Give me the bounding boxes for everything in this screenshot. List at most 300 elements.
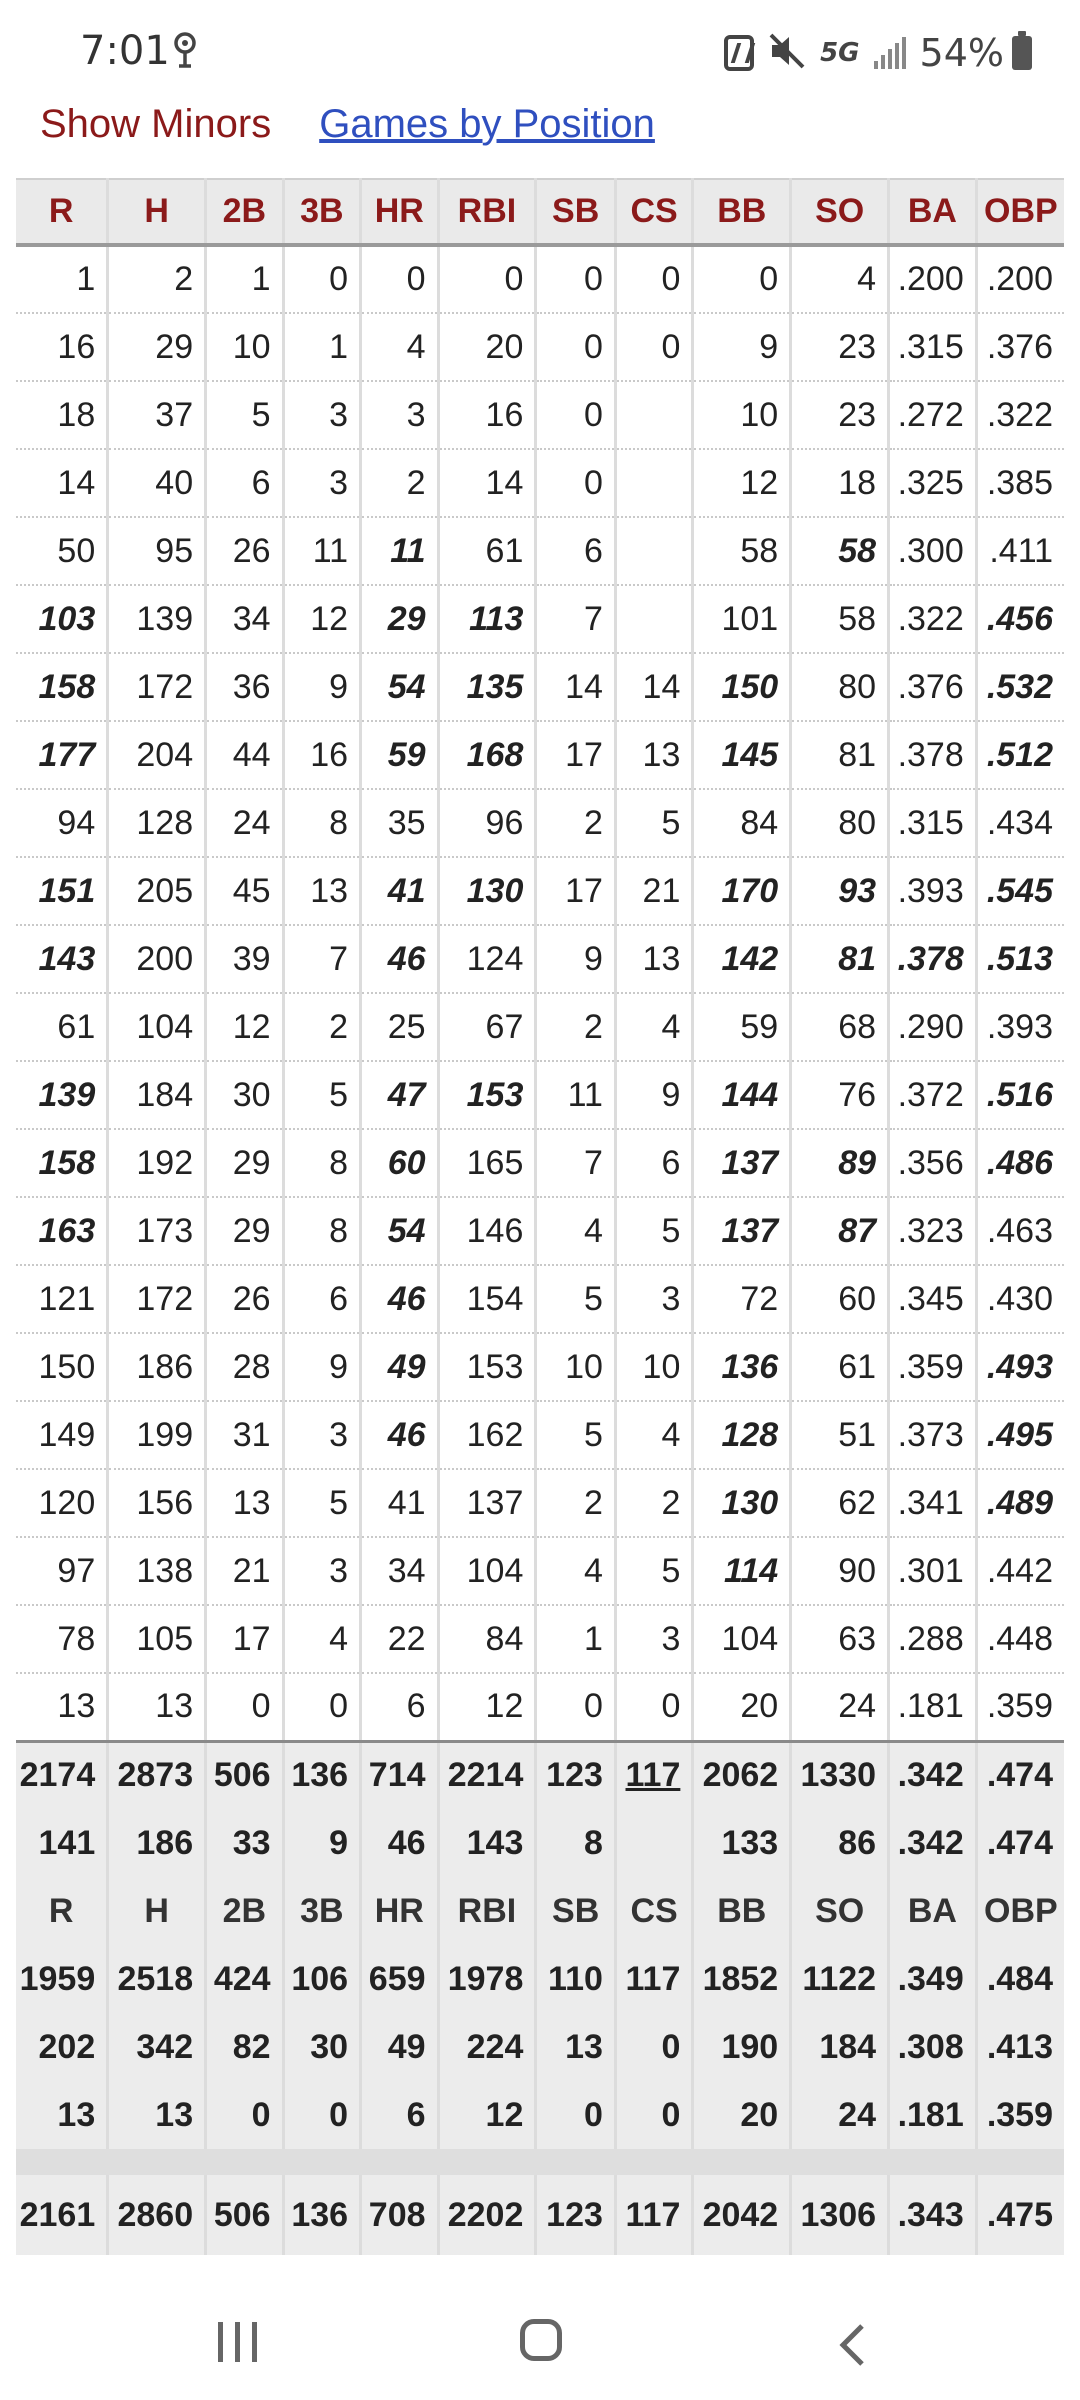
stat-cell-bb: 190 (693, 2013, 791, 2081)
stat-cell-3b: 12 (283, 585, 360, 653)
stat-cell-bb: 130 (693, 1469, 791, 1537)
stat-cell-ba: .359 (889, 1333, 977, 1401)
stat-cell-3b: 106 (283, 1945, 360, 2013)
stat-cell-hr: 714 (361, 1741, 438, 1809)
stat-cell-so: 89 (791, 1129, 889, 1197)
stat-cell-sb: 17 (536, 721, 616, 789)
column-header-ba: BA (889, 179, 977, 245)
status-time: 7:01 (80, 28, 170, 74)
5g-icon: 5G (820, 38, 860, 68)
column-header-row (16, 179, 1064, 245)
table-row (16, 1061, 1064, 1129)
stat-cell-r: 94 (16, 789, 108, 857)
stat-cell-3b: 3 (283, 1537, 360, 1605)
stat-cell-h: 2518 (108, 1945, 206, 2013)
stat-cell-h: 156 (108, 1469, 206, 1537)
stat-cell-rbi: 14 (438, 449, 536, 517)
stat-cell-h: 40 (108, 449, 206, 517)
stat-cell-cs: 3 (615, 1265, 692, 1333)
stat-cell-sb: 0 (536, 313, 616, 381)
stat-cell-ba: .372 (889, 1061, 977, 1129)
stat-cell-2b: 13 (206, 1469, 283, 1537)
stat-cell-3b: 6 (283, 1265, 360, 1333)
stat-cell-r: 13 (16, 2081, 108, 2149)
stat-cell-2b: 31 (206, 1401, 283, 1469)
stat-cell-bb: 84 (693, 789, 791, 857)
stat-cell-2b: 506 (206, 2175, 283, 2255)
stat-cell-h: 342 (108, 2013, 206, 2081)
stat-cell-h: 192 (108, 1129, 206, 1197)
stat-cell-obp: .456 (976, 585, 1064, 653)
stat-cell-obp: .434 (976, 789, 1064, 857)
table-row (16, 1673, 1064, 1741)
stat-cell-2b: 21 (206, 1537, 283, 1605)
stat-cell-so: 18 (791, 449, 889, 517)
stat-cell-obp: .359 (976, 2081, 1064, 2149)
stat-cell-ba: .376 (889, 653, 977, 721)
stat-cell-2b: 39 (206, 925, 283, 993)
stat-cell-cs (615, 1741, 692, 1809)
stat-cell-cs: 13 (615, 721, 692, 789)
stat-cell-sb: 2 (536, 789, 616, 857)
stat-cell-3b: 0 (283, 2081, 360, 2149)
subheader-r: R (16, 1877, 108, 1945)
subheader-sb: SB (536, 1877, 616, 1945)
stat-cell-rbi: 168 (438, 721, 536, 789)
stat-cell-2b: 12 (206, 993, 283, 1061)
stat-cell-cs: 4 (615, 993, 692, 1061)
stat-cell-hr: 35 (361, 789, 438, 857)
stat-cell-3b: 0 (283, 1673, 360, 1741)
stat-cell-so: 63 (791, 1605, 889, 1673)
stat-cell-hr: 54 (361, 653, 438, 721)
season-rows (16, 245, 1064, 1741)
stat-cell-h: 138 (108, 1537, 206, 1605)
stat-cell-obp: .475 (976, 2175, 1064, 2255)
stat-cell-sb: 8 (536, 1809, 616, 1877)
stat-cell-obp: .200 (976, 245, 1064, 313)
stat-cell-bb: 170 (693, 857, 791, 925)
stat-cell-rbi: 153 (438, 1333, 536, 1401)
stat-cell-cs: 9 (615, 1061, 692, 1129)
stat-cell-ba: .393 (889, 857, 977, 925)
stat-cell-rbi: 1978 (438, 1945, 536, 2013)
stat-cell-h: 128 (108, 789, 206, 857)
stat-cell-cs: 4 (615, 1401, 692, 1469)
stat-cell-sb: 2 (536, 993, 616, 1061)
table-row (16, 245, 1064, 313)
table-row (16, 313, 1064, 381)
stat-cell-r: 202 (16, 2013, 108, 2081)
stat-cell-sb: 13 (536, 2013, 616, 2081)
stat-cell-rbi: 143 (438, 1809, 536, 1877)
games-by-position-link[interactable]: Games by Position (319, 101, 655, 146)
stat-cell-obp: .442 (976, 1537, 1064, 1605)
stat-cell-obp: .474 (976, 1809, 1064, 1877)
stat-cell-ba: .373 (889, 1401, 977, 1469)
table-row (16, 1605, 1064, 1673)
table-row (16, 1401, 1064, 1469)
stat-cell-hr: 22 (361, 1605, 438, 1673)
stat-cell-h: 37 (108, 381, 206, 449)
stat-cell-hr: 46 (361, 1401, 438, 1469)
stat-cell-so: 81 (791, 721, 889, 789)
stat-cell-h: 139 (108, 585, 206, 653)
stat-cell-hr: 0 (361, 245, 438, 313)
stat-cell-h: 205 (108, 857, 206, 925)
stat-cell-r: 163 (16, 1197, 108, 1265)
subheader-so: SO (791, 1877, 889, 1945)
stat-cell-2b: 36 (206, 653, 283, 721)
status-icons (724, 26, 1032, 80)
stat-cell-3b: 11 (283, 517, 360, 585)
subheader-bb: BB (693, 1877, 791, 1945)
stat-cell-cs: 10 (615, 1333, 692, 1401)
stat-cell-so: 51 (791, 1401, 889, 1469)
subheader-ba: BA (889, 1877, 977, 1945)
stat-cell-sb: 0 (536, 381, 616, 449)
stat-cell-cs: 21 (615, 857, 692, 925)
stat-cell-2b: 17 (206, 1605, 283, 1673)
stat-cell-ba: .200 (889, 245, 977, 313)
stat-cell-bb: 136 (693, 1333, 791, 1401)
stat-cell-bb: 128 (693, 1401, 791, 1469)
stat-cell-r: 151 (16, 857, 108, 925)
stat-cell-2b: 6 (206, 449, 283, 517)
table-row (16, 653, 1064, 721)
subheader-obp: OBP (976, 1877, 1064, 1945)
stat-cell-sb: 4 (536, 1537, 616, 1605)
stat-cell-hr: 25 (361, 993, 438, 1061)
stat-cell-ba: .181 (889, 2081, 977, 2149)
stat-cell-h: 186 (108, 1333, 206, 1401)
stat-cell-2b: 1 (206, 245, 283, 313)
stat-cell-3b: 3 (283, 1401, 360, 1469)
subheader-hr: HR (361, 1877, 438, 1945)
stat-cell-h: 186 (108, 1809, 206, 1877)
battery-icon (1012, 36, 1032, 70)
stat-cell-obp: .513 (976, 925, 1064, 993)
stat-cell-hr: 47 (361, 1061, 438, 1129)
stat-cell-3b: 3 (283, 381, 360, 449)
stat-cell-3b: 9 (283, 1809, 360, 1877)
stat-cell-3b: 16 (283, 721, 360, 789)
stat-cell-bb: 144 (693, 1061, 791, 1129)
stat-cell-so: 184 (791, 2013, 889, 2081)
stat-cell-rbi: 146 (438, 1197, 536, 1265)
stat-cell-hr: 6 (361, 2081, 438, 2149)
separator-row (16, 2149, 1064, 2175)
stat-cell-rbi: 0 (438, 245, 536, 313)
table-row (16, 381, 1064, 449)
table-options (40, 92, 655, 156)
stat-cell-so: 68 (791, 993, 889, 1061)
stat-cell-ba: .342 (889, 1809, 977, 1877)
recent-apps-icon[interactable] (218, 2322, 257, 2362)
stat-cell-obp: .322 (976, 381, 1064, 449)
stat-cell-h: 29 (108, 313, 206, 381)
stat-cell-cs: 5 (615, 789, 692, 857)
stat-cell-rbi: 2202 (438, 2175, 536, 2255)
stat-cell-rbi: 84 (438, 1605, 536, 1673)
stat-cell-sb: 10 (536, 1333, 616, 1401)
stat-cell-h: 172 (108, 1265, 206, 1333)
stat-cell-sb: 14 (536, 653, 616, 721)
stat-cell-cs: 0 (615, 313, 692, 381)
stat-cell-r: 1 (16, 245, 108, 313)
stat-cell-bb: 12 (693, 449, 791, 517)
leader-link[interactable]: 117 (625, 1756, 681, 1795)
stat-cell-3b: 0 (283, 245, 360, 313)
stat-cell-so: 80 (791, 789, 889, 857)
stat-cell-h: 172 (108, 653, 206, 721)
stat-cell-so: 4 (791, 245, 889, 313)
stat-cell-r: 149 (16, 1401, 108, 1469)
stat-cell-rbi: 153 (438, 1061, 536, 1129)
stat-cell-so: 23 (791, 313, 889, 381)
stat-cell-h: 13 (108, 2081, 206, 2149)
stat-cell-2b: 424 (206, 1945, 283, 2013)
stat-cell-obp: .545 (976, 857, 1064, 925)
subheader-cs: CS (615, 1877, 692, 1945)
back-icon[interactable] (838, 2323, 866, 2372)
stat-cell-h: 173 (108, 1197, 206, 1265)
stat-cell-obp: .393 (976, 993, 1064, 1061)
column-header-hr: HR (361, 179, 438, 245)
stat-cell-r: 14 (16, 449, 108, 517)
stat-cell-hr: 11 (361, 517, 438, 585)
stat-cell-obp: .376 (976, 313, 1064, 381)
stat-cell-obp: .413 (976, 2013, 1064, 2081)
table-row (16, 517, 1064, 585)
column-header-r: R (16, 179, 108, 245)
stat-cell-rbi: 154 (438, 1265, 536, 1333)
stat-cell-so: 1122 (791, 1945, 889, 2013)
team-total-row (16, 2081, 1064, 2149)
stat-cell-3b: 8 (283, 1197, 360, 1265)
stat-cell-2b: 0 (206, 1673, 283, 1741)
stat-cell-bb: 0 (693, 245, 791, 313)
stat-cell-obp: .512 (976, 721, 1064, 789)
stat-cell-bb: 133 (693, 1809, 791, 1877)
stat-cell-2b: 30 (206, 1061, 283, 1129)
stat-cell-rbi: 135 (438, 653, 536, 721)
stat-cell-r: 139 (16, 1061, 108, 1129)
stat-cell-bb: 72 (693, 1265, 791, 1333)
stat-cell-rbi: 20 (438, 313, 536, 381)
stat-cell-3b: 30 (283, 2013, 360, 2081)
stat-cell-h: 95 (108, 517, 206, 585)
location-icon (172, 30, 198, 74)
column-header-cs: CS (615, 179, 692, 245)
stat-cell-cs: 3 (615, 1605, 692, 1673)
stat-cell-ba: .343 (889, 2175, 977, 2255)
stat-cell-hr: 41 (361, 857, 438, 925)
stat-cell-h: 2 (108, 245, 206, 313)
stat-cell-cs: 0 (615, 2013, 692, 2081)
stat-cell-ba: .356 (889, 1129, 977, 1197)
table-row (16, 993, 1064, 1061)
stat-cell-sb: 17 (536, 857, 616, 925)
stat-cell-rbi: 124 (438, 925, 536, 993)
stat-cell-2b: 5 (206, 381, 283, 449)
stat-cell-bb: 142 (693, 925, 791, 993)
stat-cell-2b: 506 (206, 1741, 283, 1809)
stat-cell-ba: .342 (889, 1741, 977, 1809)
stat-cell-r: 61 (16, 993, 108, 1061)
batting-stats-table (16, 178, 1064, 2255)
stat-cell-bb: 145 (693, 721, 791, 789)
stat-cell-sb: 11 (536, 1061, 616, 1129)
stat-cell-bb: 2042 (693, 2175, 791, 2255)
stat-cell-ba: .288 (889, 1605, 977, 1673)
table-row (16, 1537, 1064, 1605)
stat-cell-ba: .349 (889, 1945, 977, 2013)
stat-cell-3b: 8 (283, 789, 360, 857)
subheader-rbi: RBI (438, 1877, 536, 1945)
stat-cell-sb: 2 (536, 1469, 616, 1537)
stat-cell-rbi: 162 (438, 1401, 536, 1469)
mute-icon (768, 32, 806, 74)
table-row (16, 1265, 1064, 1333)
stat-cell-r: 143 (16, 925, 108, 993)
stat-cell-cs: 6 (615, 1129, 692, 1197)
stat-cell-bb: 101 (693, 585, 791, 653)
stat-cell-3b: 9 (283, 1333, 360, 1401)
stat-cell-so: 24 (791, 1673, 889, 1741)
table-row (16, 1469, 1064, 1537)
table-row (16, 1197, 1064, 1265)
stat-cell-bb: 114 (693, 1537, 791, 1605)
stat-cell-hr: 60 (361, 1129, 438, 1197)
stat-cell-hr: 41 (361, 1469, 438, 1537)
stat-cell-so: 90 (791, 1537, 889, 1605)
stat-cell-so: 86 (791, 1809, 889, 1877)
stat-cell-2b: 0 (206, 2081, 283, 2149)
stat-cell-bb: 137 (693, 1129, 791, 1197)
stat-cell-so: 93 (791, 857, 889, 925)
stat-cell-r: 158 (16, 1129, 108, 1197)
stat-cell-obp: .516 (976, 1061, 1064, 1129)
stat-cell-obp: .448 (976, 1605, 1064, 1673)
stat-cell-r: 150 (16, 1333, 108, 1401)
subheader-row (16, 1877, 1064, 1945)
table-row (16, 449, 1064, 517)
stat-cell-r: 103 (16, 585, 108, 653)
stat-cell-3b: 9 (283, 653, 360, 721)
signal-icon (874, 37, 906, 69)
stat-cell-2b: 44 (206, 721, 283, 789)
stat-cell-2b: 82 (206, 2013, 283, 2081)
stat-cell-obp: .489 (976, 1469, 1064, 1537)
stat-cell-bb: 1852 (693, 1945, 791, 2013)
column-header-so: SO (791, 179, 889, 245)
stat-cell-r: 16 (16, 313, 108, 381)
stat-cell-sb: 123 (536, 2175, 616, 2255)
column-header-bb: BB (693, 179, 791, 245)
stat-cell-bb: 58 (693, 517, 791, 585)
stat-cell-so: 80 (791, 653, 889, 721)
stat-cell-r: 177 (16, 721, 108, 789)
stat-cell-cs: 13 (615, 925, 692, 993)
stat-cell-sb: 0 (536, 1673, 616, 1741)
career-total-row (16, 1741, 1064, 1809)
stat-cell-ba: .345 (889, 1265, 977, 1333)
stat-cell-sb: 0 (536, 2081, 616, 2149)
stat-cell-cs: 14 (615, 653, 692, 721)
stat-cell-r: 2161 (16, 2175, 108, 2255)
stat-cell-r: 121 (16, 1265, 108, 1333)
stat-cell-2b: 26 (206, 517, 283, 585)
stat-cell-obp: .486 (976, 1129, 1064, 1197)
subheader-h: H (108, 1877, 206, 1945)
stat-cell-bb: 9 (693, 313, 791, 381)
separator-cell (16, 2149, 1064, 2175)
stat-cell-rbi: 12 (438, 1673, 536, 1741)
stat-cell-rbi: 224 (438, 2013, 536, 2081)
stat-cell-cs: 5 (615, 1197, 692, 1265)
home-icon[interactable] (520, 2319, 562, 2361)
stat-cell-sb: 7 (536, 1129, 616, 1197)
stat-cell-sb: 0 (536, 449, 616, 517)
stat-cell-hr: 49 (361, 1333, 438, 1401)
stat-cell-ba: .378 (889, 721, 977, 789)
stat-cell-2b: 45 (206, 857, 283, 925)
stat-cell-3b: 1 (283, 313, 360, 381)
stat-cell-h: 200 (108, 925, 206, 993)
stat-cell-2b: 33 (206, 1809, 283, 1877)
stat-cell-r: 13 (16, 1673, 108, 1741)
stat-cell-obp: .411 (976, 517, 1064, 585)
stat-cell-bb: 2062 (693, 1741, 791, 1809)
stat-cell-h: 104 (108, 993, 206, 1061)
table-row (16, 1129, 1064, 1197)
navigation-bar (0, 2256, 1080, 2400)
stat-cell-so: 87 (791, 1197, 889, 1265)
stat-cell-obp: .430 (976, 1265, 1064, 1333)
stat-cell-bb: 20 (693, 2081, 791, 2149)
column-header-rbi: RBI (438, 179, 536, 245)
stat-cell-hr: 59 (361, 721, 438, 789)
stat-cell-r: 141 (16, 1809, 108, 1877)
stat-cell-sb: 4 (536, 1197, 616, 1265)
stat-cell-bb: 137 (693, 1197, 791, 1265)
stat-cell-sb: 123 (536, 1741, 616, 1809)
stat-cell-obp: .385 (976, 449, 1064, 517)
stat-cell-cs: 0 (615, 245, 692, 313)
stat-cell-rbi: 61 (438, 517, 536, 585)
nfc-icon (724, 35, 754, 71)
stat-cell-ba: .272 (889, 381, 977, 449)
stat-cell-3b: 2 (283, 993, 360, 1061)
stat-cell-rbi: 67 (438, 993, 536, 1061)
stat-cell-r: 18 (16, 381, 108, 449)
stat-cell-hr: 6 (361, 1673, 438, 1741)
stat-cell-2b: 10 (206, 313, 283, 381)
stat-cell-3b: 136 (283, 1741, 360, 1809)
show-minors-link[interactable]: Show Minors (40, 101, 272, 146)
stat-cell-h: 184 (108, 1061, 206, 1129)
stat-cell-2b: 29 (206, 1129, 283, 1197)
stat-cell-r: 78 (16, 1605, 108, 1673)
league-total-row (16, 2175, 1064, 2255)
stat-cell-obp: .484 (976, 1945, 1064, 2013)
stat-cell-ba: .181 (889, 1673, 977, 1741)
stat-cell-bb: 10 (693, 381, 791, 449)
stat-cell-hr: 34 (361, 1537, 438, 1605)
stat-cell-rbi: 12 (438, 2081, 536, 2149)
stat-cell-ba: .301 (889, 1537, 977, 1605)
